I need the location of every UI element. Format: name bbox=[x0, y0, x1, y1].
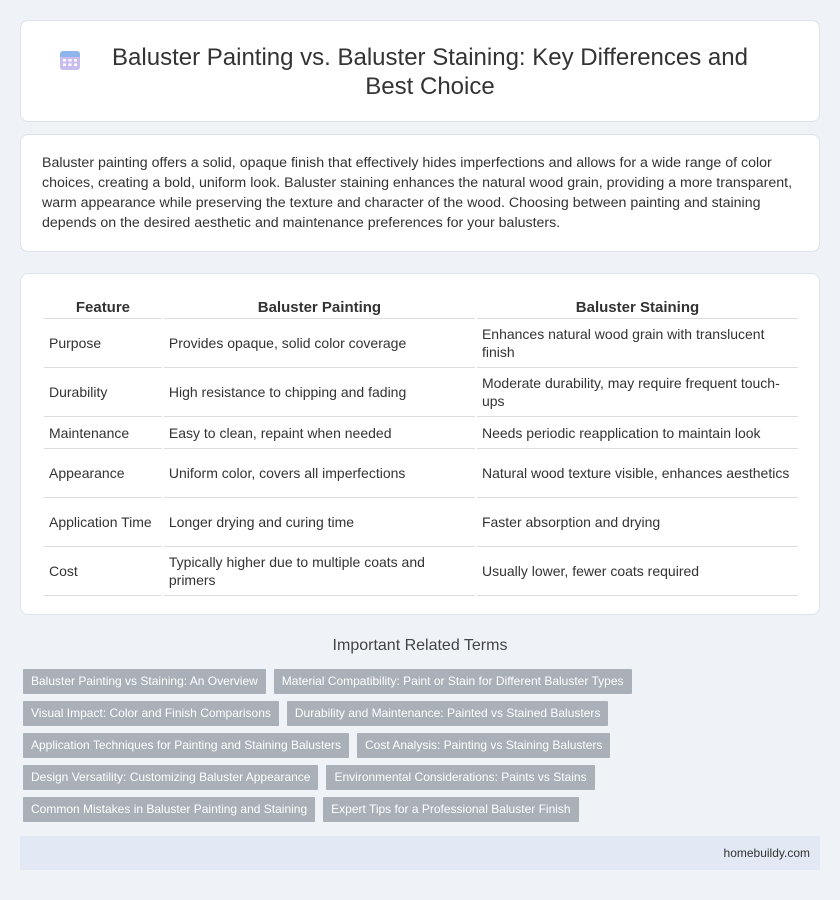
painting-cell: Provides opaque, solid color coverage bbox=[164, 319, 475, 368]
related-term-tag[interactable]: Common Mistakes in Baluster Painting and Staining bbox=[23, 797, 315, 822]
related-term-tag[interactable]: Baluster Painting vs Staining: An Overview bbox=[23, 669, 266, 694]
table-row bbox=[44, 319, 798, 368]
staining-cell: Needs periodic reapplication to maintain look bbox=[477, 417, 798, 449]
staining-cell: Usually lower, fewer coats required bbox=[477, 547, 798, 596]
related-term-tag[interactable]: Cost Analysis: Painting vs Staining Balusters bbox=[357, 733, 610, 758]
feature-cell: Cost bbox=[44, 547, 162, 596]
related-term-tag[interactable]: Material Compatibility: Paint or Stain for Different Baluster Types bbox=[274, 669, 632, 694]
related-term-tag[interactable]: Design Versatility: Customizing Baluster Appearance bbox=[23, 765, 318, 790]
table-row bbox=[44, 498, 798, 547]
feature-cell: Durability bbox=[44, 368, 162, 417]
feature-cell: Purpose bbox=[44, 319, 162, 368]
comparison-card bbox=[20, 273, 820, 615]
painting-cell: Uniform color, covers all imperfections bbox=[164, 449, 475, 498]
feature-cell: Maintenance bbox=[44, 417, 162, 449]
table-row bbox=[44, 547, 798, 596]
intro-card bbox=[20, 134, 820, 252]
table-row bbox=[44, 449, 798, 498]
painting-cell: Easy to clean, repaint when needed bbox=[164, 417, 475, 449]
column-header-painting: Baluster Painting bbox=[164, 294, 475, 319]
related-terms-list bbox=[23, 669, 803, 829]
related-term-tag[interactable]: Durability and Maintenance: Painted vs Stained Balusters bbox=[287, 701, 609, 726]
staining-cell: Enhances natural wood grain with translucent finish bbox=[477, 319, 798, 368]
related-term-tag[interactable]: Application Techniques for Painting and Staining Balusters bbox=[23, 733, 349, 758]
related-term-tag[interactable]: Expert Tips for a Professional Baluster Finish bbox=[323, 797, 578, 822]
table-header-row bbox=[44, 294, 798, 319]
page-title: Baluster Painting vs. Baluster Staining: Key Differences and Best Choice bbox=[112, 44, 748, 100]
related-term-tag[interactable]: Environmental Considerations: Paints vs Stains bbox=[326, 765, 594, 790]
column-header-staining: Baluster Staining bbox=[477, 294, 798, 319]
comparison-table bbox=[42, 294, 800, 596]
staining-cell: Natural wood texture visible, enhances aesthetics bbox=[477, 449, 798, 498]
intro-paragraph: Baluster painting offers a solid, opaque finish that effectively hides imperfections and allows for a wide range of color choices, creating a bold, uniform look. Baluster staining enhances the natural wood grain, providing a more transparent, warm appearance while preserving the texture and character of the wood. Choosing between painting and staining depends on the desired aesthetic and maintenance preferences for your balusters. bbox=[42, 155, 793, 231]
staining-cell: Moderate durability, may require frequent touch-ups bbox=[477, 368, 798, 417]
column-header-feature: Feature bbox=[44, 294, 162, 319]
painting-cell: High resistance to chipping and fading bbox=[164, 368, 475, 417]
painting-cell: Typically higher due to multiple coats and primers bbox=[164, 547, 475, 596]
staining-cell: Faster absorption and drying bbox=[477, 498, 798, 547]
table-row bbox=[44, 368, 798, 417]
footer-site-link[interactable]: homebuildy.com bbox=[723, 846, 810, 860]
feature-cell: Appearance bbox=[44, 449, 162, 498]
table-row bbox=[44, 417, 798, 449]
footer bbox=[20, 836, 820, 870]
related-term-tag[interactable]: Visual Impact: Color and Finish Comparisons bbox=[23, 701, 279, 726]
title-card bbox=[20, 20, 820, 122]
feature-cell: Application Time bbox=[44, 498, 162, 547]
painting-cell: Longer drying and curing time bbox=[164, 498, 475, 547]
related-terms-heading: Important Related Terms bbox=[332, 637, 508, 654]
